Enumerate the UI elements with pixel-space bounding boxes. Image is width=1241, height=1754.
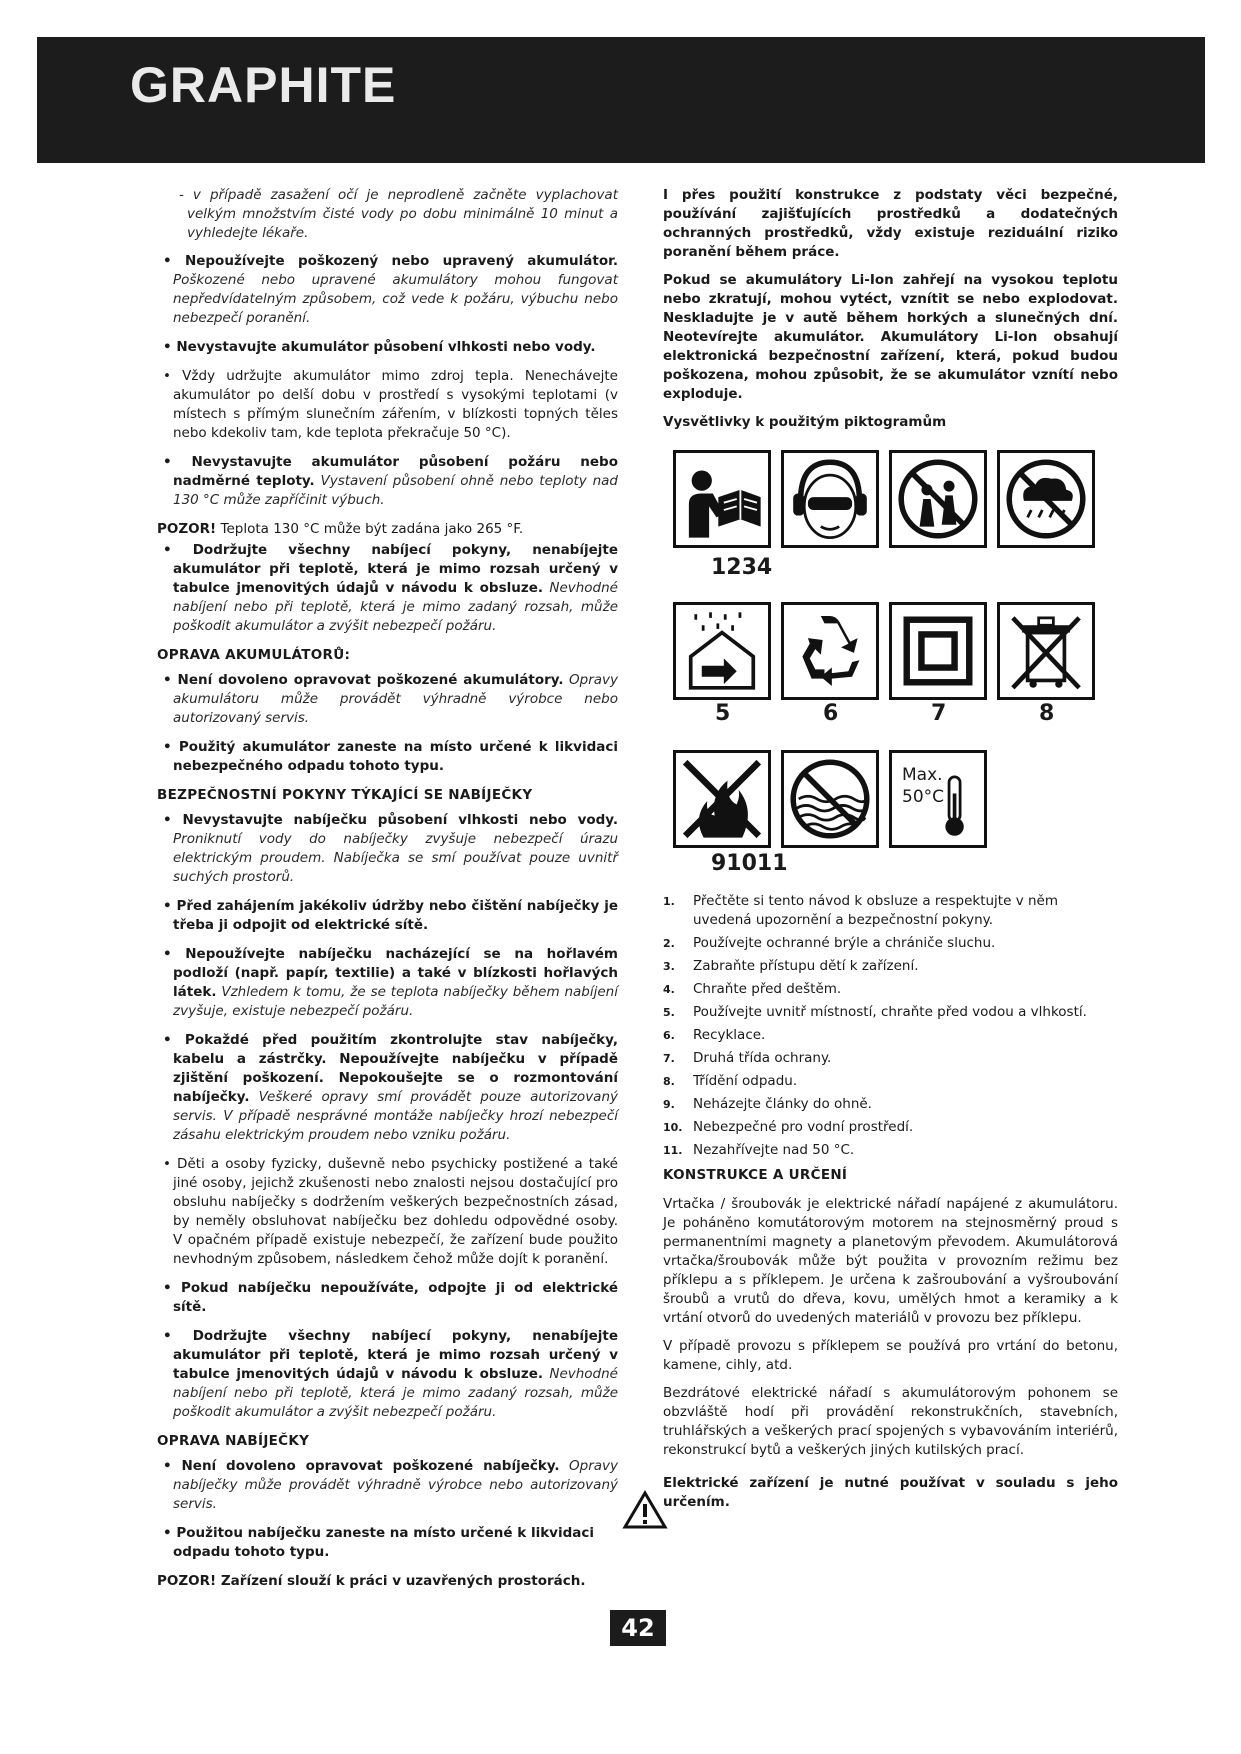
bullet: • Dodržujte všechny nabíjecí pokyny, nenabíjejte akumulátor při teplotě, která je mimo rozsah určený v tabulce jmenovitých údajů v návodu k obsluze. Nevhodné nabíjení nebo při teplotě, která je mimo zadaný rozsah, může poškodit akumulátor a zvýšit nebezpečí požáru.	[163, 1328, 618, 1420]
legend-text: Používejte uvnitř místností, chraňte před vodou a vlhkostí.	[693, 1004, 1087, 1020]
legend-item	[663, 892, 1118, 930]
goggles-ear-protection-icon	[781, 450, 879, 548]
section-heading: OPRAVA AKUMULÁTORŮ:	[157, 647, 351, 663]
temp-label: 50°C	[902, 787, 945, 807]
legend-text: Používejte ochranné brýle a chrániče sluchu.	[693, 935, 996, 951]
page-number: 42	[610, 1610, 666, 1646]
legend-text: Nebezpečné pro vodní prostředí.	[693, 1119, 914, 1135]
legend-text: Neházejte články do ohně.	[693, 1096, 872, 1112]
legend-number: 1.	[663, 895, 675, 908]
class-ii-protection-icon	[889, 602, 987, 700]
legend-item	[663, 1026, 1118, 1045]
legend-number: 11.	[663, 1144, 683, 1157]
bullet: • Použitou nabíječku zaneste na místo určené k likvidaci odpadu tohoto typu.	[163, 1525, 595, 1560]
legend-text: Zabraňte přístupu dětí k zařízení.	[693, 958, 919, 974]
pictogram-label: 1234	[711, 555, 773, 580]
legend-item	[663, 957, 1118, 976]
recycling-icon	[781, 602, 879, 700]
pictogram-label: 7	[931, 701, 947, 726]
bullet: • Nevystavujte akumulátor působení požáru nebo nadměrné teploty. Vystavení působení ohně nebo teploty nad 130 °C může zapříčinit výbuch.	[163, 454, 618, 508]
read-manual-icon	[673, 450, 771, 548]
legend-item	[663, 980, 1118, 999]
legend-item	[663, 1095, 1118, 1114]
section-heading: KONSTRUKCE A URČENÍ	[663, 1167, 848, 1183]
legend-number: 7.	[663, 1052, 675, 1065]
bullet: • Použitý akumulátor zaneste na místo určené k likvidaci nebezpečného odpadu tohoto typu.	[163, 739, 618, 774]
warning-note: POZOR! Zařízení slouží k práci v uzavřených prostorách.	[157, 1573, 586, 1589]
bullet: • Pokaždé před použitím zkontrolujte stav nabíječky, kabelu a zástrčky. Nepoužívejte nabíječku v případě zjištění poškození. Nepokoušejte se o rozmontování nabíječky. Veškeré opravy smí provádět pouze autorizovaný servis. V případě nesprávné montáže nabíječky hrozí nebezpečí zásahu elektrickým proudem nebo vzniku požáru.	[163, 1032, 618, 1143]
pictogram-row-2	[663, 602, 1118, 750]
paragraph: Vrtačka / šroubovák je elektrické nářadí napájené z akumulátoru. Je poháněno komutátorovým motorem na stejnosměrný proud s permanentními magnety a planetovým převodem. Akumulátorová vrtačka/šroubovák může být použita v provozním režimu bez příklepu a s příklepem. Je určena k zašroubování a vyšroubování šroubů a vrutů do dřeva, kovu, umělých hmot a keramiky a k vrtání otvorů do uvedených materiálů v provozu bez příklepu.	[663, 1196, 1118, 1326]
legend-item	[663, 1049, 1118, 1068]
pictogram-row-3	[663, 750, 1118, 890]
left-column	[157, 186, 618, 1600]
right-column	[663, 186, 1118, 1521]
pictogram-row-1	[663, 450, 1118, 586]
warning-triangle-icon	[622, 1490, 668, 1530]
section-heading: BEZPEČNOSTNÍ POKYNY TÝKAJÍCÍ SE NABÍJEČKY	[157, 787, 533, 803]
legend-text: Chraňte před deštěm.	[693, 981, 842, 997]
pictogram-heading: Vysvětlivky k použitým piktogramům	[663, 414, 947, 430]
max-label: Max.	[902, 765, 943, 785]
bullet: • Dodržujte všechny nabíjecí pokyny, nenabíjejte akumulátor při teplotě, která je mimo rozsah určený v tabulce jmenovitých údajů v návodu k obsluze. Nevhodné nabíjení nebo při teplotě, která je mimo zadaný rozsah, může poškodit akumulátor a zvýšit nebezpečí požáru.	[163, 542, 618, 634]
pictogram-label: 8	[1039, 701, 1055, 726]
bullet: • Nevystavujte akumulátor působení vlhkosti nebo vody.	[163, 339, 596, 355]
legend-item	[663, 1118, 1118, 1137]
paragraph: Bezdrátové elektrické nářadí s akumulátorovým pohonem se obzvláště hodí při provádění rekonstrukčních, stavebních, truhlářských a veškerých prací spojených s vybavováním interiérů, rekonstrukcí bytů a veškerých jiných kutilských prací.	[663, 1385, 1118, 1458]
legend-number: 9.	[663, 1098, 675, 1111]
paragraph: V případě provozu s příklepem se používá pro vrtání do betonu, kamene, cihly, atd.	[663, 1338, 1118, 1373]
legend-item	[663, 934, 1118, 953]
bullet: • Děti a osoby fyzicky, duševně nebo psychicky postižené a také jiné osoby, jejichž zkušenosti nebo znalosti nejsou dostačující pro obsluhu nabíječky s dodržením veškerých bezpečnostních zásad, by neměly obsluhovat nabíječku bez dohledu odpovědné osoby. V opačném případě existuje nebezpečí, že zařízení bude použito nevhodným způsobem, následkem čehož může dojít k poranění.	[163, 1156, 618, 1267]
legend-text: Přečtěte si tento návod k obsluze a respektujte v něm uvedená upozornění a bezpečnostní pokyny.	[693, 893, 1058, 928]
max-temperature-icon	[889, 750, 987, 848]
bullet: • Vždy udržujte akumulátor mimo zdroj tepla. Nenechávejte akumulátor po delší dobu v prostředí s vysokými teplotami (v místech s přímým slunečním zářením, v blízkosti topných těles nebo kdekoliv tam, kde teplota překračuje 50 °C).	[163, 368, 618, 441]
no-fire-icon	[673, 750, 771, 848]
legend-number: 4.	[663, 983, 675, 996]
legend-number: 10.	[663, 1121, 683, 1134]
legend-text: Recyklace.	[693, 1027, 766, 1043]
bullet: • Není dovoleno opravovat poškozené nabíječky. Opravy nabíječky může provádět výhradně výrobce nebo autorizovaný servis.	[163, 1458, 618, 1512]
pictogram-label: 91011	[711, 851, 788, 876]
legend-item	[663, 1003, 1118, 1022]
legend-item	[663, 1072, 1118, 1091]
legend-number: 5.	[663, 1006, 675, 1019]
legend-text: Nezahřívejte nad 50 °C.	[693, 1142, 855, 1158]
bullet: • Pokud nabíječku nepoužíváte, odpojte ji od elektrické sítě.	[163, 1280, 618, 1315]
bullet: • Nepoužívejte poškozený nebo upravený akumulátor. Poškozené nebo upravené akumulátory mohou fungovat nepředvídatelným způsobem, což vede k požáru, výbuchu nebo nebezpečí poranění.	[163, 253, 618, 326]
indoor-use-icon	[673, 602, 771, 700]
pictogram-legend	[663, 892, 1118, 1160]
legend-number: 6.	[663, 1029, 675, 1042]
bullet: • Nevystavujte nabíječku působení vlhkosti nebo vody. Proniknutí vody do nabíječky zvyšuje nebezpečí úrazu elektrickým proudem. Nabíječka se smí používat pouze uvnitř suchých prostorů.	[163, 812, 618, 885]
protect-from-rain-icon	[997, 450, 1095, 548]
legend-text: Druhá třída ochrany.	[693, 1050, 832, 1066]
warning-note: POZOR! Teplota 130 °C může být zadána jako 265 °F.	[157, 521, 524, 537]
bullet: • Před zahájením jakékoliv údržby nebo čištění nabíječky je třeba ji odpojit od elektrické sítě.	[163, 898, 618, 933]
brand-logo: GRAPHITE	[130, 57, 397, 113]
paragraph: - v případě zasažení očí je neprodleně začněte vyplachovat velkým množstvím čisté vody po dobu minimálně 10 minut a vyhledejte lékaře.	[179, 187, 618, 241]
legend-item	[663, 1141, 1118, 1160]
bullet: • Není dovoleno opravovat poškozené akumulátory. Opravy akumulátoru může provádět výhradně výrobce nebo autorizovaný servis.	[163, 672, 618, 726]
legend-number: 2.	[663, 937, 675, 950]
section-heading: OPRAVA NABÍJEČKY	[157, 1433, 310, 1449]
paragraph: Elektrické zařízení je nutné používat v souladu s jeho určením.	[663, 1475, 1118, 1510]
legend-number: 8.	[663, 1075, 675, 1088]
aquatic-hazard-icon	[781, 750, 879, 848]
keep-away-children-icon	[889, 450, 987, 548]
waste-sorting-icon	[997, 602, 1095, 700]
pictogram-label: 6	[823, 701, 839, 726]
paragraph: I přes použití konstrukce z podstaty věci bezpečné, používání zajišťujících prostředků a dodatečných ochranných prostředků, vždy existuje reziduální riziko poranění během práce.	[663, 187, 1118, 260]
bullet: • Nepoužívejte nabíječku nacházející se na hořlavém podloží (např. papír, textilie) a také v blízkosti hořlavých látek. Vzhledem k tomu, že se teplota nabíječky během nabíjení zvyšuje, existuje nebezpečí požáru.	[163, 946, 618, 1019]
pictogram-label: 5	[715, 701, 731, 726]
legend-text: Třídění odpadu.	[693, 1073, 798, 1089]
legend-number: 3.	[663, 960, 675, 973]
paragraph: Pokud se akumulátory Li-Ion zahřejí na vysokou teplotu nebo zkratují, mohou vytéct, vznítit se nebo explodovat. Neskladujte je v autě během horkých a slunečných dní. Neotevírejte akumulátor. Akumulátory Li-Ion obsahují elektronická bezpečnostní zařízení, která, pokud budou poškozena, mohou způsobit, že se akumulátor vznítí nebo exploduje.	[663, 272, 1118, 402]
